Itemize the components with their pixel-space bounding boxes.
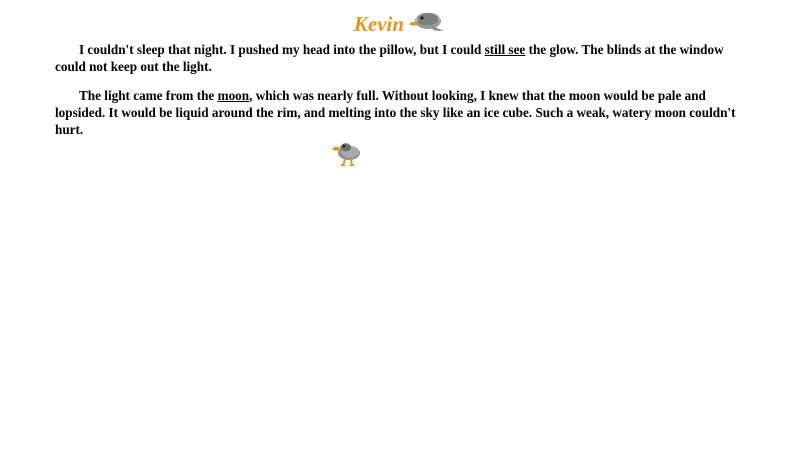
duck-walking-icon — [330, 140, 364, 168]
document-header — [0, 0, 800, 42]
paragraph-1-text-a: I couldn't sleep that night. I pushed my head into the pillow, but I could — [79, 42, 485, 57]
duck-head-icon — [406, 9, 446, 39]
document-body — [0, 42, 800, 138]
paragraph-1 — [55, 42, 742, 76]
still-see-link[interactable]: still see — [484, 42, 526, 57]
paragraph-1-text-b: the glow. The blinds at the window could not keep out the light. — [55, 42, 724, 74]
footer-image-row — [0, 140, 800, 170]
paragraph-2-text-b: , which was nearly full. Without looking, I knew that the moon would be pale and lopsided. It would be liquid around the rim, and melting into the sky like an ice cube. Such a weak, watery moon couldn't hurt. — [55, 87, 736, 137]
paragraph-2-text-a: The light came from the — [79, 87, 218, 103]
moon-link[interactable]: moon — [217, 87, 250, 103]
paragraph-2 — [55, 88, 742, 139]
page-title: Kevin — [353, 11, 405, 36]
